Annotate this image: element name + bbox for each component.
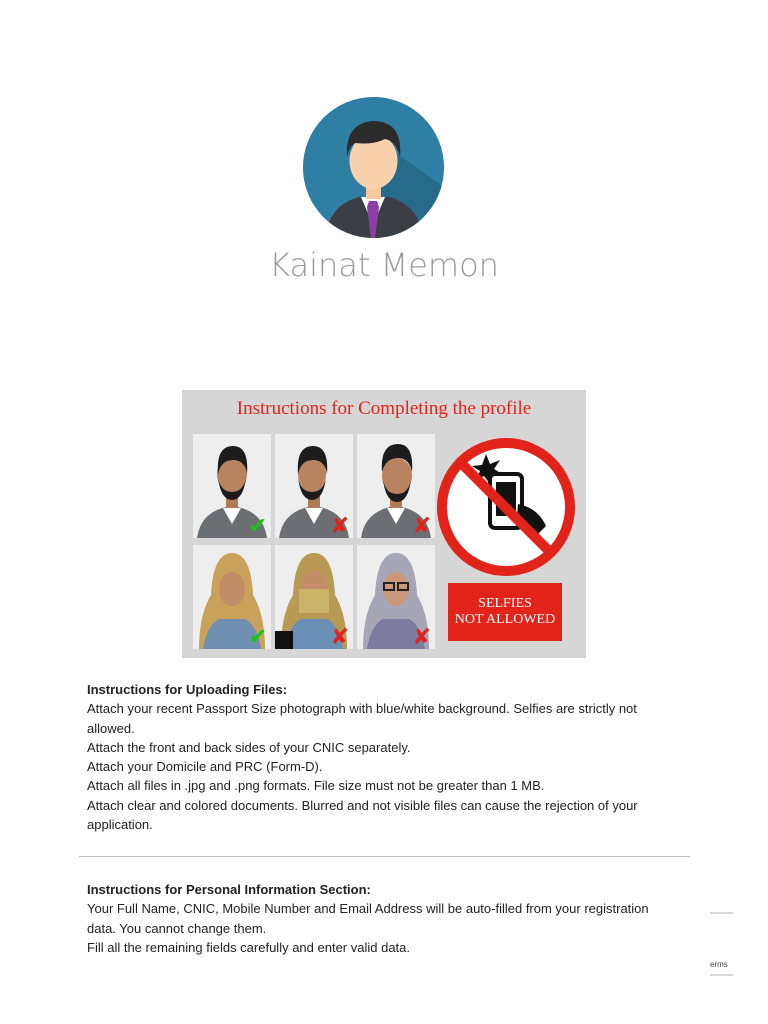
check-icon: ✔ [248,625,267,649]
side-widget-terms-link[interactable]: erms [710,960,728,969]
instruction-line: Attach your recent Passport Size photograph with blue/white background. Selfies are strictly not allowed. [87,701,637,736]
cross-icon: ✘ [330,514,349,538]
photo-wrong-example-1 [275,434,353,538]
photo-wrong-example-3 [275,545,353,649]
cross-icon: ✘ [330,625,349,649]
selfie-note-line-2: NOT ALLOWED [454,612,556,627]
personal-info-instructions [87,880,677,957]
side-widget-divider [710,912,733,914]
instruction-line: Attach all files in .jpg and .png formats. File size must not be greater than 1 MB. [87,778,545,794]
instruction-line: Attach clear and colored documents. Blurred and not visible files can cause the rejection of your application. [87,797,638,833]
check-icon: ✔ [248,514,267,538]
no-selfie-icon [434,434,578,580]
instruction-line: Attach your Domicile and PRC (Form-D). [87,759,323,775]
instruction-line: Attach the front and back sides of your CNIC separately. [87,739,411,755]
uploading-heading: Instructions for Uploading Files: [87,682,288,697]
profile-instructions-banner [182,390,586,658]
photo-wrong-example-4 [357,545,435,649]
selfie-note-line-1: SELFIES [478,596,532,611]
side-widget-divider [710,974,733,976]
banner-title: Instructions for Completing the profile [236,398,532,419]
uploading-instructions [87,680,677,834]
profile-name: Kainat Memon [269,246,499,284]
instruction-line: Your Full Name, CNIC, Mobile Number and Email Address will be auto-filled from your registration data. You cannot change them. [87,901,649,936]
photo-wrong-example-2 [357,434,435,538]
user-avatar-icon [303,97,444,238]
cross-icon: ✘ [412,625,431,649]
cross-icon: ✘ [412,514,431,538]
personal-heading: Instructions for Personal Information Section: [87,882,371,897]
section-divider [79,856,690,857]
profile-avatar [303,97,444,238]
instruction-line: Fill all the remaining fields carefully and enter valid data. [87,939,411,955]
selfies-not-allowed-label [448,583,562,641]
photo-correct-example-2 [193,545,271,649]
photo-correct-example-1 [193,434,271,538]
